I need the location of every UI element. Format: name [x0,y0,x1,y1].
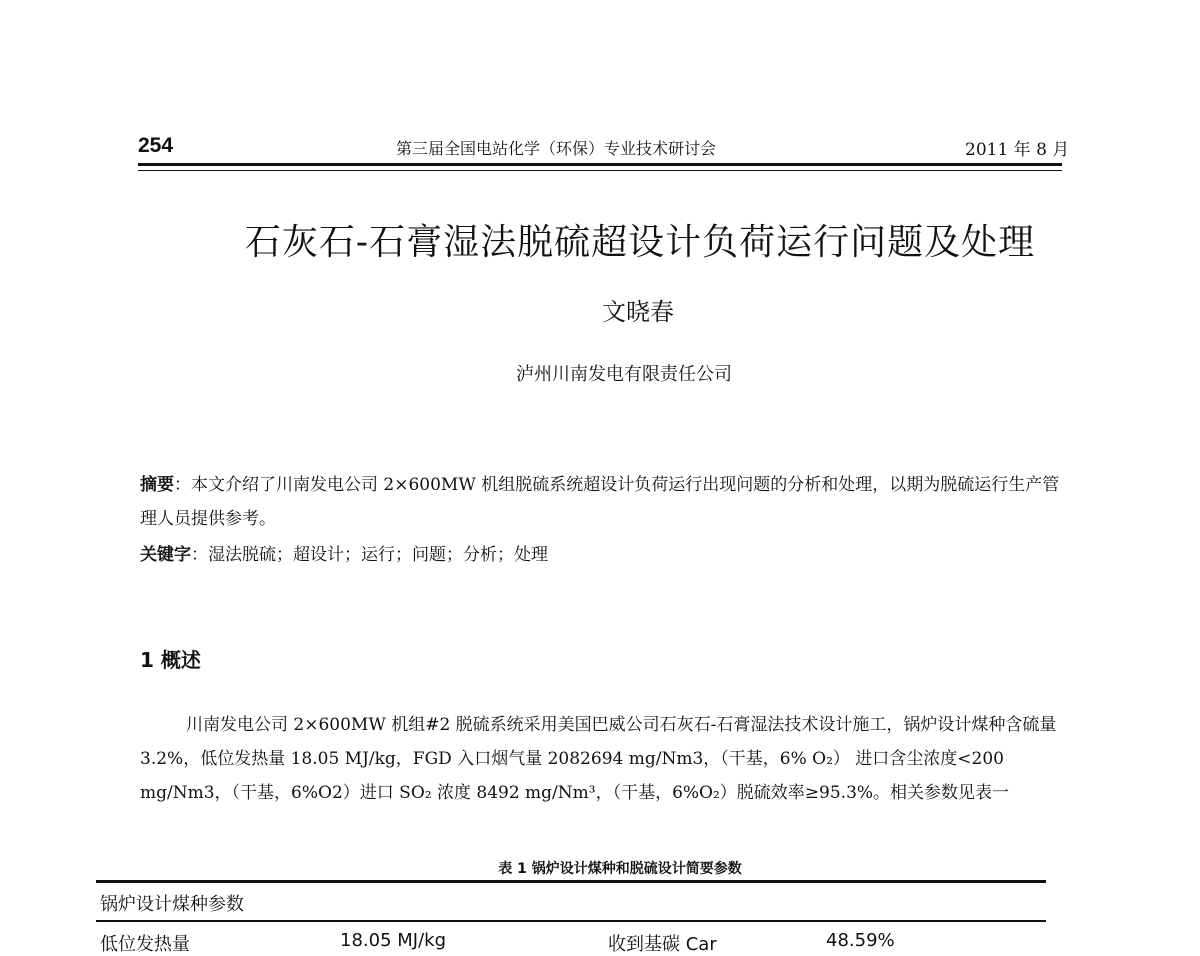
paper-title: 石灰石-石膏湿法脱硫超设计负荷运行问题及处理 [244,222,1036,263]
paper-author: 文晓春 [602,298,674,326]
table-caption: 表 1 锅炉设计煤种和脱硫设计简要参数 [498,861,742,877]
abstract-text: ：本文介绍了川南发电公司 2×600MW 机组脱硫系统超设计负荷运行出现问题的分析和处理，以期为脱硫运行生产管理人员提供参考。 [140,475,1060,529]
table-cell: 收到基碳 Car [608,934,717,955]
running-header-date: 2011 年 8 月 [965,140,1070,160]
table-mid-rule [96,920,1046,922]
page-number: 254 [138,134,174,157]
table-group-header: 锅炉设计煤种参数 [100,894,244,915]
paper-affiliation: 泸州川南发电有限责任公司 [516,364,732,385]
header-rule-thin [138,170,1062,171]
keywords-label: 关键字 [140,545,191,565]
section-heading: 1 概述 [140,648,201,672]
abstract-label: 摘要 [140,475,174,495]
table-top-rule [96,880,1046,883]
running-header-conference: 第三届全国电站化学（环保）专业技术研讨会 [396,139,717,158]
section-paragraph: 川南发电公司 2×600MW 机组#2 脱硫系统采用美国巴威公司石灰石-石膏湿法技术设计施工，锅炉设计煤种含硫量 3.2%，低位发热量 18.05 MJ/kg，FGD 入口烟气量 2082694 mg/Nm3，（干基，6% O₂） 进口含尘浓度<200 mg/Nm3，（干基，6%O2）进口 SO₂ 浓度 8492 mg/Nm³，（干基，6%O₂）脱硫效率≥95.3%。相关参数见表一 [140,715,1057,803]
table-cell: 18.05 MJ/kg [340,930,447,951]
table-cell: 48.59% [826,930,895,951]
table-cell: 低位发热量 [100,934,190,955]
header-rule-thick [138,163,1062,166]
keywords [140,540,548,565]
abstract [140,468,1070,536]
keywords-text: ：湿法脱硫；超设计；运行；问题；分析；处理 [191,545,548,565]
